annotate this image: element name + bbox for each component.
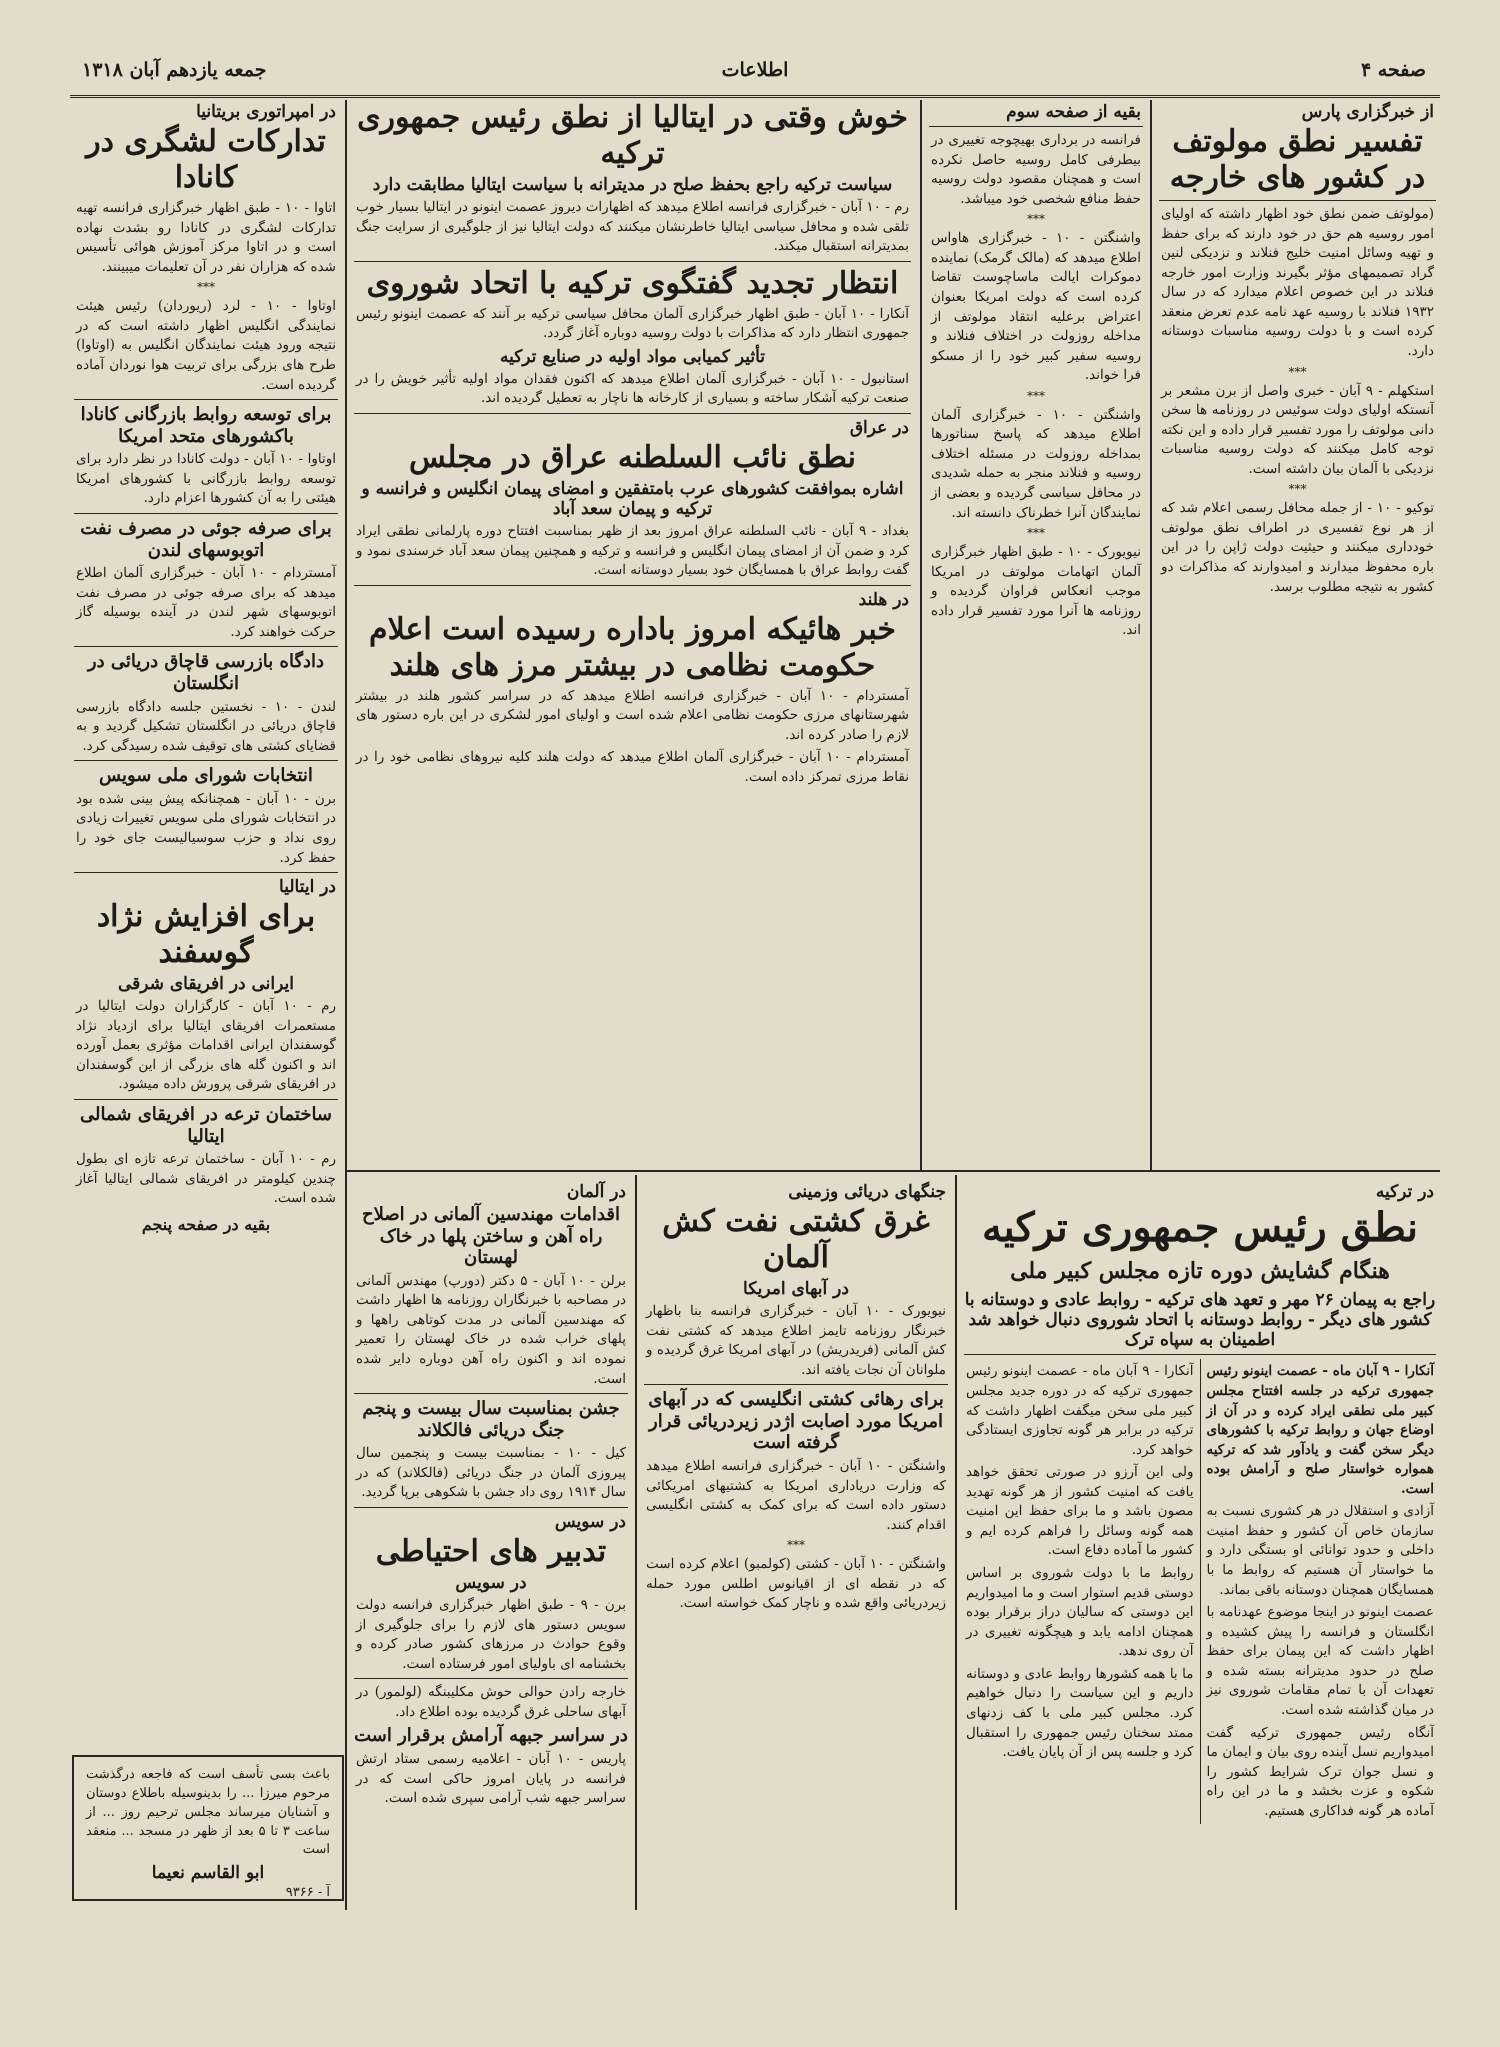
paragraph: نیویورک - ۱۰ آبان - خبرگزاری فرانسه بنا باظهار خبرنگار روزنامه تایمز اطلاع میدهد که کشتی نفت کش آلمانی (فریدریش) در آبهای امریکا غرق گردیده و ملوانان آن نجات یافته اند. xyxy=(646,1303,946,1378)
headline: خبر هائیکه امروز باداره رسیده است اعلام حکومت نظامی در بیشتر مرز های هلند xyxy=(369,611,896,683)
divider xyxy=(354,1393,628,1394)
headline: انتخابات شورای ملی سویس xyxy=(99,765,313,787)
paragraph: ولی این آرزو در صورتی تحقق خواهد یافت که امنیت کشور از هر گونه تهدید مصون باشد و ما برای حفظ این امنیت همه گونه وسائل را فراهم کرده ایم و کشور ما آماده دفاع است. xyxy=(966,1464,1194,1559)
subheadline: تأثیر کمیابی مواد اولیه در صنایع ترکیه xyxy=(499,346,766,367)
subheadline: در آبهای امریکا xyxy=(743,1279,849,1299)
paragraph: اوتاوا - ۱۰ - لرد (ریوردان) رئیس هیئت نمایندگی انگلیس اظهار داشته است که در نتیجه ورود هیئت نمایندگان انگلیس به (اوتاوا) طرح های بزرگی برای تربیت هوا نوردان آماده گردیده است. xyxy=(76,298,336,393)
continuation-note: بقیه در صفحه پنجم xyxy=(141,1214,271,1234)
kicker: در ایتالیا xyxy=(279,877,336,898)
separator-stars: *** xyxy=(197,280,215,295)
divider xyxy=(74,872,338,873)
divider xyxy=(354,413,911,414)
subheadline: اشاره بموافقت کشورهای عرب بامتفقین و امضای پیمان انگلیس و فرانسه و ترکیه و پیمان سعد آباد xyxy=(361,478,904,519)
separator-stars: *** xyxy=(787,1538,805,1553)
divider xyxy=(929,126,1143,127)
article-turkey-president xyxy=(960,1180,1440,1910)
article-naval-war xyxy=(640,1180,952,1910)
kicker: بقیه از صفحه سوم xyxy=(1006,102,1141,122)
headline: برای توسعه روابط بازرگانی کانادا باکشورهای متحد امریکا xyxy=(80,404,332,447)
kicker: جنگهای دریائی وزمینی xyxy=(788,1182,946,1202)
divider xyxy=(354,1678,628,1679)
paragraph: توکیو - ۱۰ - از جمله محافل رسمی اعلام شد که از هر نوع تفسیری در اطراف نطق مولوتف خودداری میکنند و حیثیت دولت ژاپن را در این باره محفوظ میدارند و امیدوارند که مذاکرات دو کشور به نتیجه مطلوب برسد. xyxy=(1161,500,1434,595)
subheadline: ایرانی در افریقای شرقی xyxy=(118,974,294,995)
paragraph: بغداد - ۹ آبان - نائب السلطنه عراق امروز بعد از ظهر بمناسبت افتتاح دوره پارلمانی نطقی ایراد کرد و ضمن آن از امضای پیمان انگلیس و فرانسه و ترکیه و همچنین پیمان سعد آباد خرسندی نمود و گفت روابط عراق با همسایگان خود بسیار دوستانه است. xyxy=(356,522,910,579)
paragraph: واشنگتن - ۱۰ آبان - کشتی (کولمبو) اعلام کرده است که در نقطه ای از اقیانوس اطلس مورد حمله زیردریائی واقع شده و ناچار کمک خواسته است. xyxy=(646,1556,946,1612)
article-center-block xyxy=(350,100,915,1165)
paragraph: رم - ۱۰ آبان - ساختمان ترعه تازه ای بطول چندین کیلومتر در افریقای شمالی ایتالیا آغاز شده است. xyxy=(76,1151,336,1207)
divider xyxy=(1159,200,1436,201)
notice-signature: ابو القاسم نعیما xyxy=(151,1863,265,1884)
headline: دادگاه بازرسی قاچاق دریائی در انگلستان xyxy=(87,651,325,694)
paragraph: روابط ما با دولت شوروی بر اساس دوستی قدیم استوار است و ما امیدواریم این دوستی که سالیان دراز برقرار بوده همچنان ادامه یابد و هیچگونه تغییری در آن روی ندهد. xyxy=(966,1565,1194,1660)
paragraph: استکهلم - ۹ آبان - خبری واصل از برن مشعر بر آنستکه اولیای دولت سوئیس در روزنامه ها سخن دانی مولوتف را مورد تفسیر قرار داده و این نکته توجه کامل میکنند که دولت روسیه مناسبات نزدیکی با آلمان بیان داشته است. xyxy=(1161,382,1434,477)
separator-stars: *** xyxy=(1027,388,1045,403)
divider xyxy=(74,513,338,514)
lede: راجع به پیمان ۲۶ مهر و تعهد های ترکیه - روابط عادی و دوستانه با کشور های دیگر - روابط دوستانه با اتحاد شوروی دنبال خواهد شد اطمینان به سپاه ترک xyxy=(964,1290,1436,1351)
column-rule xyxy=(635,1175,637,1910)
divider xyxy=(74,760,338,761)
paragraph: پاریس - ۱۰ آبان - اعلامیه رسمی ستاد ارتش فرانسه در پایان امروز حاکی است که در سراسر جبهه شب آرامی سپری شده است. xyxy=(356,1751,626,1807)
paragraph: آزادی و استقلال در هر کشوری نسبت به سازمان خاص آن کشور و حفظ امنیت داخلی و حدود توانائی او بستگی دارد و ما خواستار آن هستیم که روابط ما با همسایگان همچنان دوستانه باقی بماند. xyxy=(1206,1503,1434,1598)
headline: تفسیر نطق مولوتف در کشور های خارجه xyxy=(1169,124,1426,195)
headline: برای رهائی کشتی انگلیسی که در آبهای امریکا مورد اصابت اژدر زیردریائی قرار گرفته است xyxy=(648,1389,944,1454)
paragraph: اتاوا - ۱۰ - طبق اظهار خبرگزاری فرانسه تهیه تدارکات لشگری در کانادا رو بشدت نهاده است و در اتاوا مرکز آموزش هوائی تأسیس شده که هزاران نفر در آن تعلیمات میبینند. xyxy=(76,200,336,275)
column-rule xyxy=(920,100,922,1170)
divider xyxy=(644,1384,948,1385)
headline: نطق رئیس جمهوری ترکیه xyxy=(982,1204,1418,1251)
divider xyxy=(74,646,338,647)
paragraph: آمستردام - ۱۰ آبان - خبرگزاری فرانسه اطلاع میدهد که در سراسر کشور هلند در بیشتر شهرستانهای مرزی حکومت نظامی اعلام شده است و اولیای امور لشکری در این باره دستور های لازم را صادر کرده اند. xyxy=(356,687,909,743)
article-continuation xyxy=(925,100,1147,1165)
subheadline: سیاست ترکیه راجع بحفظ صلح در مدیترانه با سیاست ایتالیا مطابقت دارد xyxy=(372,175,893,195)
separator-stars: *** xyxy=(1288,364,1307,379)
headline: اقدامات مهندسین آلمانی در اصلاح راه آهن و ساختن پلها در خاک لهستان xyxy=(362,1204,620,1269)
obituary-notice xyxy=(72,1755,344,1901)
subheadline: در سویس xyxy=(455,1573,527,1594)
notice-text: باعث بسی تأسف است که فاجعه درگذشت مرحوم میرزا ... را بدینوسیله باطلاع دوستان و آشنایان میرساند مجلس ترحیم روز ... از ساعت ۳ تا ۵ بعد از ظهر در مسجد ... منعقد است xyxy=(86,1767,331,1858)
masthead xyxy=(70,55,1440,98)
kicker: در امپراتوری بریتانیا xyxy=(196,102,336,122)
divider xyxy=(964,1354,1436,1355)
headline: در سراسر جبهه آرامش برقرار است xyxy=(354,1725,628,1747)
notice-code: آ - ۹۳۶۶ xyxy=(285,1885,330,1901)
separator-stars: *** xyxy=(1027,526,1045,541)
paragraph: (مولوتف ضمن نطق خود اظهار داشته که اولیای امور روسیه هم حق در خود دارند که برای حفظ و تهیه وسائل امنیت خلیج فنلاند و نزدیکی لنین گراد تصمیمهای مؤثر بگیرند وزارت امور خارجه فنلاند در این خصوص اعلام میدارد که در سال ۱۹۳۲ فنلاند با روسیه عهد نامه عدم تعرض منعقد کرده است و با دولت روسیه مناسبات دوستانه دارد. xyxy=(1161,206,1434,359)
paragraph: آنکارا - ۹ آبان ماه - عصمت اینونو رئیس جمهوری ترکیه در جلسه افتتاح مجلس کبیر ملی نطقی ایراد کرده و در آن از اوضاع جهان و روابط ترکیه با کشورهای دیگر سخن گفت و یادآور شد که ترکیه همواره خواستار صلح و آرامش بوده است. xyxy=(1206,1363,1434,1497)
headline: نطق نائب السلطنه عراق در مجلس xyxy=(409,439,856,475)
paragraph: برن - ۱۰ آبان - همچنانکه پیش بینی شده بود در انتخابات شورای ملی سویس تغییرات زیادی روی نداد و حزب سوسیالیست جای خود را حفظ کرد. xyxy=(76,790,337,866)
paragraph: عصمت اینونو در اینجا موضوع عهدنامه با انگلستان و فرانسه را پیش کشیده و اظهار داشت که این پیمان برای حفظ صلح در حدود مدیترانه بسته شده و تعهدات آن با تمام مقامات شوروی نیز در میان گذاشته شده است. xyxy=(1206,1604,1434,1718)
kicker: در ترکیه xyxy=(1375,1182,1434,1202)
paragraph: آنکارا - ۱۰ آبان - طبق اظهار خبرگزاری آلمان محافل سیاسی ترکیه بر آنند که عصمت اینونو رئیس جمهوری انتظار دارد که مذاکرات با دولت روسیه دوباره آغاز گردد. xyxy=(356,305,910,342)
separator-stars: *** xyxy=(1027,212,1045,227)
text-column xyxy=(1201,1359,1441,1824)
headline: خوش وقتی در ایتالیا از نطق رئیس جمهوری ترکیه xyxy=(357,100,908,171)
article-germany-switzerland xyxy=(350,1180,632,1910)
column-rule xyxy=(955,1175,957,1910)
divider xyxy=(354,261,911,262)
headline: برای صرفه جوئی در مصرف نفت اتوبوسهای لندن xyxy=(80,517,332,561)
page-number: صفحه ۴ xyxy=(1360,59,1426,81)
headline: جشن بمناسبت سال بیست و پنجم جنگ دریائی فالکلاند xyxy=(362,1398,620,1441)
divider xyxy=(74,399,338,400)
paragraph: آنگاه رئیس جمهوری ترکیه گفت امیدواریم نسل آینده روی بیان و ایمان ما و نسل جوان ترک شرایط کشور را شکوه و عزت بخشد و ما در این راه آماده هر گونه فداکاری هستیم. xyxy=(1206,1724,1434,1819)
paragraph: واشنگتن - ۱۰ آبان - خبرگزاری فرانسه اطلاع میدهد که وزارت دریاداری امریکا به کشتیهای امریکائی دستور داده است که برای کمک به کشتی انگلیسی اقدام کنند. xyxy=(646,1458,946,1533)
headline: تدارکات لشگری در کانادا xyxy=(86,124,326,195)
paragraph: آمستردام - ۱۰ آبان - خبرگزاری آلمان اطلاع میدهد که برای صرفه جوئی در مصرف نفت اتوبوسهای شهر لندن در آینده بوسیله گاز حرکت خواهند کرد. xyxy=(76,565,337,640)
paragraph: رم - ۱۰ آبان - خبرگزاری فرانسه اطلاع میدهد که اظهارات دیروز عصمت اینونو در ایتالیا بسیار خوب تلقی شده و محافل سیاسی ایتالیا خاطرنشان میکنند که دولت ایتالیا نیز از جلوگیری از سرایت جنگ بمدیترانه استقبال میکند. xyxy=(356,199,909,255)
paragraph: استانبول - ۱۰ آبان - خبرگزاری آلمان اطلاع میدهد که اکنون فقدان مواد اولیه تأثیر خویش را در صنعت ترکیه آشکار ساخته و بسیاری از کارخانه ها ناچار به تعطیل گردیده اند. xyxy=(356,370,910,407)
paragraph: رم - ۱۰ آبان - کارگزاران دولت ایتالیا در مستعمرات افریقای ایتالیا برای ازدیاد نژاد گوسفندان ایرانی اقدامات مؤثری بعمل آورده اند و اکنون گله های بزرگی از این گوسفندان در افریقای شرقی پرورش داده میشود. xyxy=(76,998,336,1093)
kicker: از خبرگزاری پارس xyxy=(1301,102,1434,122)
kicker: در هلند xyxy=(858,589,909,610)
kicker: در عراق xyxy=(849,417,909,438)
paragraph: برلن - ۱۰ آبان - ۵ دکتر (دورپ) مهندس آلمانی در مصاحبه با خبرنگاران روزنامه ها اظهار داشت که مهندسین آلمانی در مدت کوتاهی راهها و پلهای خراب شده در خاک لهستان را تعمیر نموده اند و اکنون راه آهن دوباره دایر شده است. xyxy=(356,1272,626,1387)
paragraph: ما با همه کشورها روابط عادی و دوستانه داریم و این سیاست را دنبال خواهیم کرد. مجلس کبیر ملی با کف زدنهای ممتد سخنان رئیس جمهوری را استقبال کرد و جلسه پس از آن پایان یافت. xyxy=(966,1665,1194,1761)
paragraph: واشنگتن - ۱۰ - خبرگزاری آلمان اطلاع میدهد که پاسخ سناتورها بمداخله روزولت در مسئله اختلاف روسیه و فنلاند منجر به حمله شدیدی در محافل سیاسی گردیده و بعضی از نمایندگان آنرا خطرناک دانسته اند. xyxy=(931,406,1141,521)
text-column xyxy=(960,1359,1201,1824)
paragraph: لندن - ۱۰ - نخستین جلسه دادگاه بازرسی قاچاق دریائی در انگلستان تشکیل گردید و به قضایای کشتی های توقیف شده رسیدگی کرد. xyxy=(76,698,336,754)
headline: غرق کشتی نفت کش آلمان xyxy=(662,1204,930,1275)
kicker: در آلمان xyxy=(566,1182,626,1202)
subheadline: هنگام گشایش دوره تازه مجلس کبیر ملی xyxy=(1010,1258,1390,1284)
section-rule xyxy=(920,1170,1440,1172)
kicker: در سویس xyxy=(554,1512,626,1533)
article-british-empire xyxy=(70,100,342,1745)
divider xyxy=(74,1099,338,1100)
column-rule xyxy=(345,100,347,1910)
newspaper-name: اطلاعات xyxy=(721,59,789,81)
paragraph: برن - ۹ - طبق اظهار خبرگزاری فرانسه دولت سویس دستور های لازم را برای جلوگیری از وقوع حوادث در مرزهای کشور صادر کرده و بخشنامه ای باولیای امور فرستاده است. xyxy=(356,1597,626,1672)
headline: برای افزایش نژاد گوسفند xyxy=(96,899,316,971)
headline: انتظار تجدید گفتگوی ترکیه با اتحاد شوروی xyxy=(366,265,899,301)
paragraph: اوتاوا - ۱۰ آبان - دولت کانادا در نظر دارد برای توسعه روابط بازرگانی با کشورهای امریکا هیئتی را به آن کشورها اعزام دارد. xyxy=(76,451,336,507)
column-rule xyxy=(1150,100,1152,1170)
divider xyxy=(354,1507,628,1508)
issue-date: جمعه یازدهم آبان ۱۳۱۸ xyxy=(82,59,267,81)
paragraph: واشنگتن - ۱۰ - خبرگزاری هاواس اطلاع میدهد که (مالک گرمک) نماینده دموکرات ایالت ماساچوست تقاضا کرده است که دولت امریکا بعنوان اعتراض برعلیه انتقاد مولوتف از مداخله روزولت در اختلاف فنلاند و روسیه سفیر کبیر خود را از مسکو فرا خواند. xyxy=(931,230,1142,384)
paragraph: آمستردام - ۱۰ آبان - خبرگزاری آلمان اطلاع میدهد که دولت هلند کلیه نیروهای نظامی خود را در نقاط مرزی تمرکز داده است. xyxy=(356,749,910,785)
paragraph: کیل - ۱۰ - بمناسبت بیست و پنجمین سال پیروزی آلمان در جنگ دریائی (فالکلاند) که در سال ۱۹۱۴ روی داد جشن با شکوهی برپا گردید. xyxy=(356,1445,626,1501)
section-rule xyxy=(345,1170,955,1172)
headline: ساختمان ترعه در افریقای شمالی ایتالیا xyxy=(79,1103,333,1147)
paragraph: خارجه رادن حوالی حوش مکلیبنگه (لولمور) در آبهای ساحلی غرق گردیده بوده اطلاع داد. xyxy=(356,1684,626,1720)
divider xyxy=(354,585,911,586)
paragraph: فرانسه در برداری بهیچوجه تغییری در بیطرفی کامل روسیه حاصل نکرده است و همچنان مقصود دولت روسیه حفظ منافع شخصی خود میباشد. xyxy=(931,132,1141,207)
separator-stars: *** xyxy=(1288,482,1307,497)
paragraph: آنکارا - ۹ آبان ماه - عصمت اینونو رئیس جمهوری ترکیه که در دوره جدید مجلس کبیر ملی سخن میگفت اظهار داشت که ترکیه در برابر هر گونه تجاوزی ایستادگی خواهد کرد. xyxy=(966,1363,1194,1458)
headline: تدبیر های احتیاطی xyxy=(375,1534,607,1570)
paragraph: نیویورک - ۱۰ - طبق اظهار خبرگزاری آلمان اتهامات مولوتف در امریکا موجب انعکاس فراوان گردیده و روزنامه ها آنرا مورد تفسیر قرار داده اند. xyxy=(931,544,1141,639)
article-molotov-speech xyxy=(1155,100,1440,1165)
